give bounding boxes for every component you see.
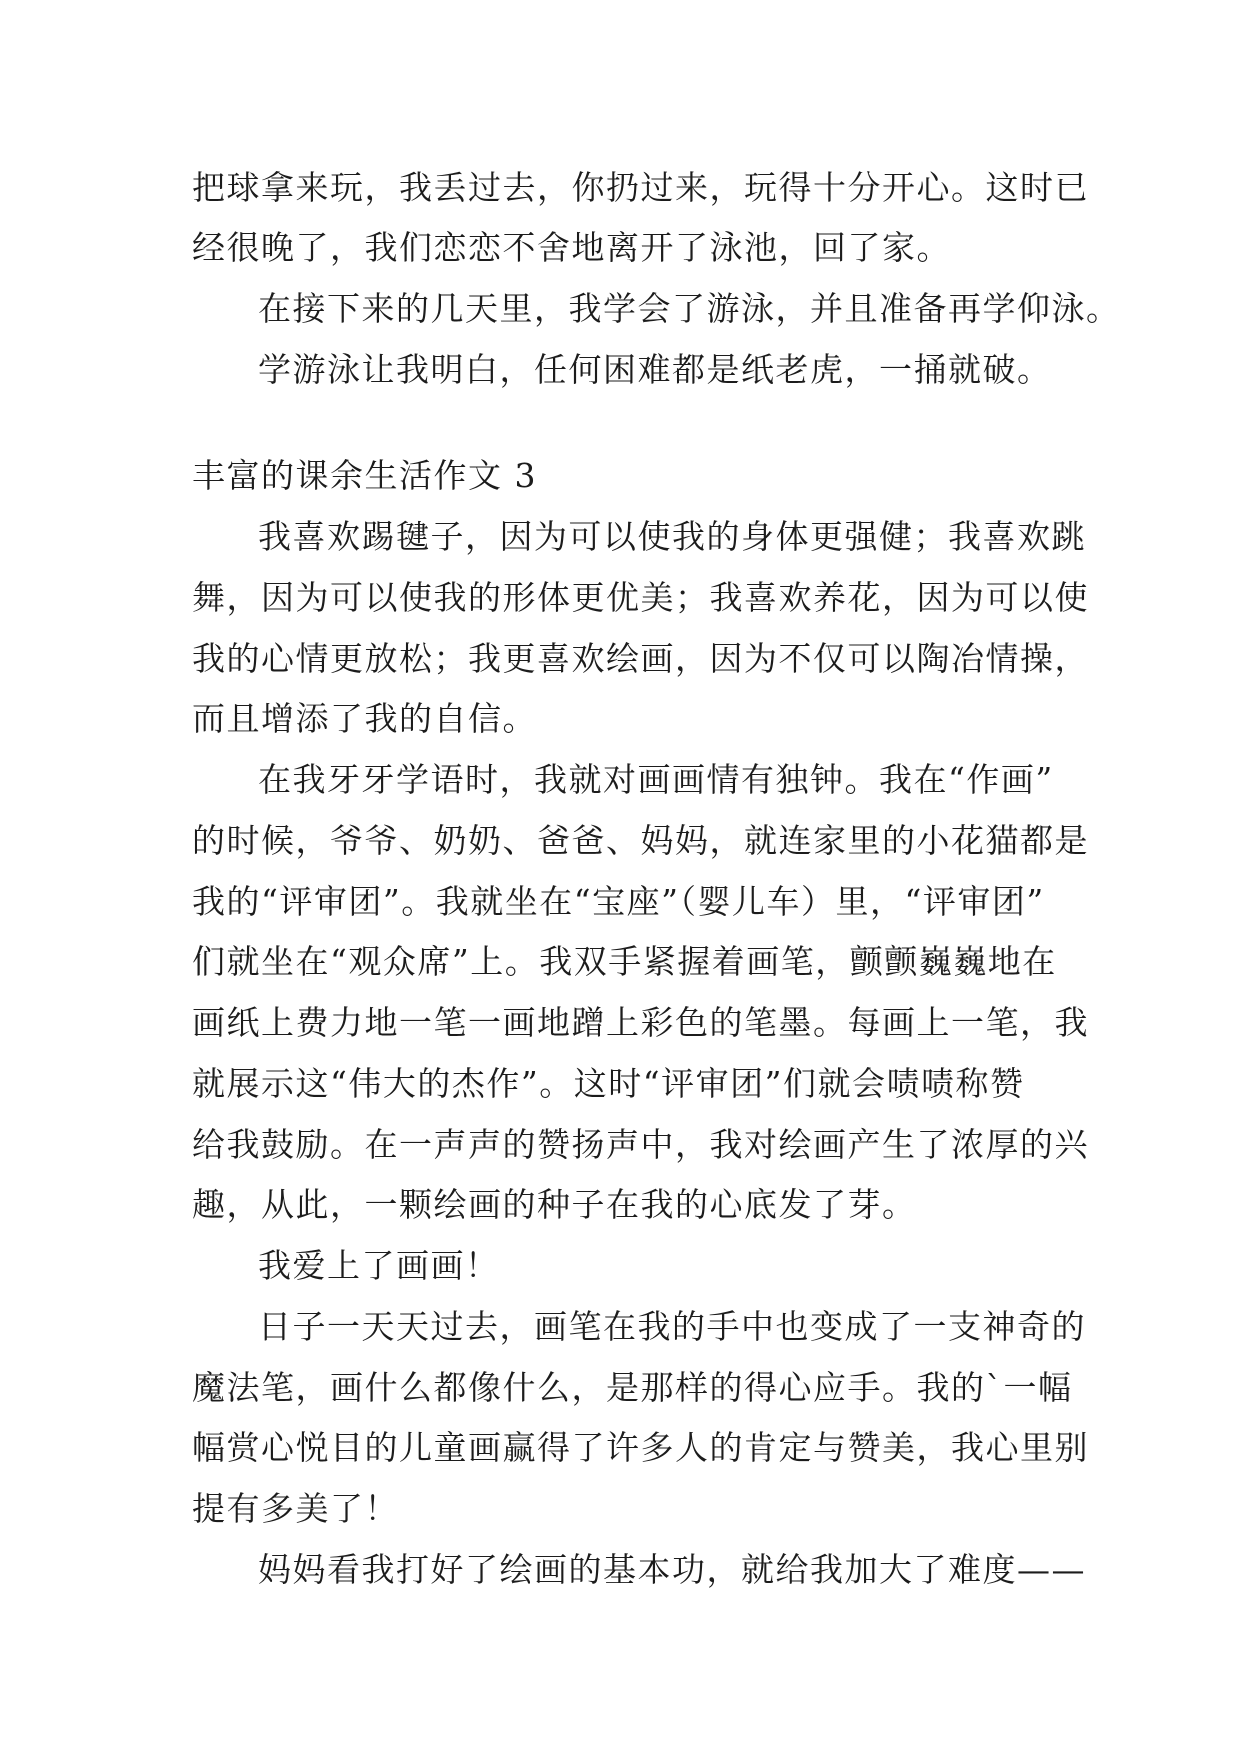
text-line: 就展示这“伟大的杰作”。这时“评审团”们就会啧啧称赞 [192, 1064, 1025, 1103]
text-line: 魔法笔，画什么都像什么，是那样的得心应手。我的`一幅 [192, 1368, 1073, 1407]
section-heading: 丰富的课余生活作文 3 [192, 456, 537, 495]
text-line: 而且增添了我的自信。 [192, 699, 537, 738]
text-line: 我的心情更放松；我更喜欢绘画，因为不仅可以陶冶情操， [192, 639, 1089, 678]
text-line: 趣，从此，一颗绘画的种子在我的心底发了芽。 [192, 1185, 917, 1224]
text-line: 经很晚了，我们恋恋不舍地离开了泳池，回了家。 [192, 228, 951, 267]
text-line: 的时候，爷爷、奶奶、爸爸、妈妈，就连家里的小花猫都是 [192, 821, 1089, 860]
text-line: 我的“评审团”。我就坐在“宝座”（婴儿车）里，“评审团” [192, 882, 1045, 921]
text-line: 我喜欢踢毽子，因为可以使我的身体更强健；我喜欢跳 [258, 517, 1086, 556]
text-line: 给我鼓励。在一声声的赞扬声中，我对绘画产生了浓厚的兴 [192, 1125, 1089, 1164]
text-line: 舞，因为可以使我的形体更优美；我喜欢养花，因为可以使 [192, 578, 1089, 617]
text-line: 学游泳让我明白，任何困难都是纸老虎，一捅就破。 [258, 350, 1052, 389]
text-line: 提有多美了！ [192, 1489, 399, 1528]
text-line: 把球拿来玩，我丢过去，你扔过来，玩得十分开心。这时已 [192, 168, 1089, 207]
text-line: 画纸上费力地一笔一画地蹭上彩色的笔墨。每画上一笔，我 [192, 1003, 1089, 1042]
text-line: 在我牙牙学语时，我就对画画情有独钟。我在“作画” [258, 760, 1054, 799]
text-line: 日子一天天过去，画笔在我的手中也变成了一支神奇的 [258, 1307, 1086, 1346]
text-line: 们就坐在“观众席”上。我双手紧握着画笔，颤颤巍巍地在 [192, 942, 1057, 981]
text-line: 妈妈看我打好了绘画的基本功，就给我加大了难度—— [258, 1550, 1086, 1589]
text-line: 幅赏心悦目的儿童画赢得了许多人的肯定与赞美，我心里别 [192, 1428, 1089, 1467]
text-line: 在接下来的几天里，我学会了游泳，并且准备再学仰泳。 [258, 289, 1121, 328]
text-line: 我爱上了画画！ [258, 1246, 500, 1285]
